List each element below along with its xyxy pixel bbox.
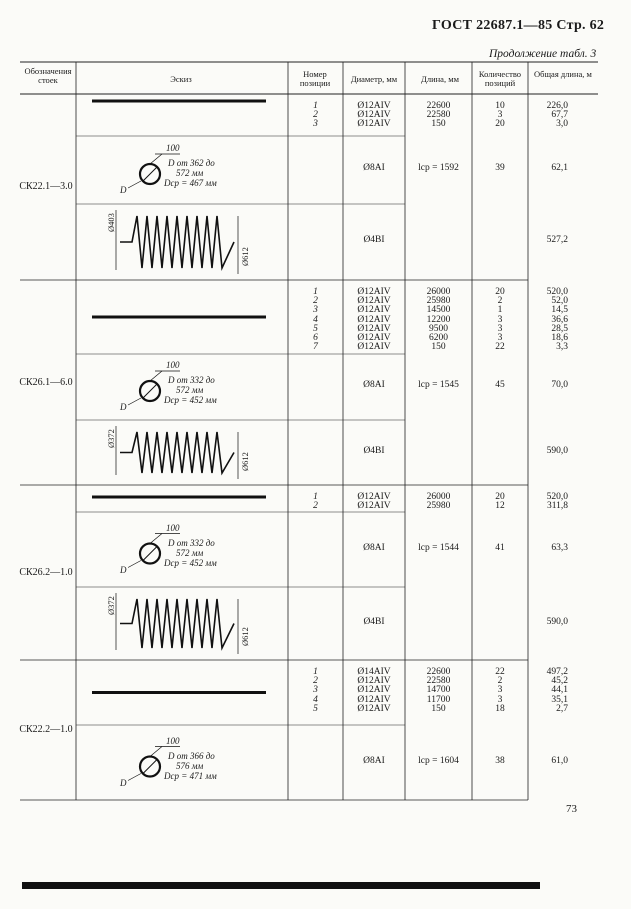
spiral-left-diameter-label: Ø372 — [106, 429, 116, 448]
quantities: 38 — [495, 755, 505, 766]
quantities: 45 — [495, 380, 505, 390]
total-lengths: 590,0 — [546, 445, 568, 456]
total-lengths: 520,0 52,0 14,5 36,6 28,5 18,6 3,3 — [546, 287, 568, 353]
total-lengths: 520,0 311,8 — [546, 492, 568, 512]
hoop-leader-line — [128, 561, 141, 568]
total-lengths: 63,3 — [551, 542, 568, 553]
spiral-sketch-1 — [116, 426, 238, 479]
scan-edge-bar — [22, 882, 540, 889]
spiral-left-diameter-label: Ø372 — [106, 596, 116, 615]
diameters: Ø8AI — [363, 380, 385, 390]
hoop-range-label: D от 332 до — [168, 375, 215, 385]
hoop-range-label: D от 362 до — [168, 158, 215, 168]
column-header-designation: Обозначения стоек — [24, 66, 72, 85]
column-header-position: Номер позиции — [299, 69, 331, 88]
hoop-overlap-line — [150, 747, 162, 757]
hoop-diameter-line — [143, 167, 157, 181]
quantities: 39 — [495, 163, 505, 173]
total-lengths: 527,2 — [546, 235, 568, 245]
hoop-leader-line — [128, 181, 141, 188]
hoop-overlap-line — [150, 371, 162, 381]
group-designation: СК22.2—1.0 — [19, 724, 73, 735]
spiral-left-diameter-label: Ø403 — [106, 213, 116, 232]
spiral-wire — [120, 216, 234, 268]
hoop-mean-diameter-label: Dср = 452 мм — [164, 395, 217, 405]
hoop-mean-diameter-label: Dср = 467 мм — [164, 178, 217, 188]
lengths: 22600 22580 14700 11700 150 — [426, 667, 451, 714]
page-header-title: ГОСТ 22687.1—85 Стр. 62 — [432, 18, 605, 33]
lengths: 26000 25980 — [426, 492, 451, 512]
hoop-mean-diameter-label: Dср = 452 мм — [164, 557, 217, 568]
quantities: 10 3 20 — [495, 101, 505, 130]
hoop-overlap-label: 100 — [166, 522, 180, 533]
column-header-diameter: Диаметр, мм — [350, 74, 398, 84]
position-numbers: 1 2 3 4 5 — [313, 667, 318, 714]
total-lengths: 226,0 67,7 3,0 — [546, 101, 568, 130]
column-header-length: Длина, мм — [421, 74, 459, 84]
lengths: 22600 22580 150 — [426, 101, 451, 130]
position-numbers: 1 2 3 — [313, 101, 318, 130]
group-designation: СК22.1—3.0 — [19, 181, 73, 192]
hoop-diameter-symbol: D — [120, 564, 127, 575]
diameters: Ø8AI — [363, 755, 385, 766]
hoop-leader-line — [128, 774, 141, 781]
spiral-right-diameter-label: Ø612 — [240, 627, 250, 646]
spiral-wire — [120, 599, 234, 648]
diameters: Ø8AI — [363, 163, 385, 173]
hoop-diameter-line — [143, 547, 157, 561]
hoop-diameter-symbol: D — [120, 777, 127, 788]
position-numbers: 1 2 3 4 5 6 7 — [313, 287, 318, 353]
hoop-range-label: D от 332 до — [168, 537, 215, 548]
diameters: Ø4BI — [363, 235, 385, 245]
diameters: Ø14AIV Ø12AIV Ø12AIV Ø12AIV Ø12AIV — [357, 667, 391, 714]
hoop-diameter-line — [143, 760, 157, 774]
diameters: Ø4BI — [363, 616, 385, 627]
hoop-diameter-symbol: D — [120, 402, 127, 412]
diameters: Ø12AIV Ø12AIV — [357, 492, 391, 512]
hoop-range-label-2: 576 мм — [176, 760, 204, 771]
lengths: lср = 1604 — [418, 755, 459, 766]
hoop-range-label: D от 366 до — [168, 750, 215, 761]
total-lengths: 61,0 — [551, 755, 568, 766]
total-lengths: 70,0 — [551, 380, 568, 390]
spiral-sketch-2 — [116, 593, 238, 654]
diameters: Ø4BI — [363, 445, 385, 456]
lengths: 26000 25980 14500 12200 9500 6200 150 — [426, 287, 451, 353]
hoop-range-label-2: 572 мм — [176, 547, 204, 558]
quantities: 20 2 1 3 3 3 22 — [495, 287, 505, 353]
diameters: Ø12AIV Ø12AIV Ø12AIV Ø12AIV Ø12AIV Ø12AIV Ø12AIV — [357, 287, 391, 353]
spiral-right-diameter-label: Ø612 — [240, 247, 250, 266]
hoop-overlap-line — [150, 534, 162, 544]
total-lengths: 62,1 — [551, 163, 568, 173]
diameters: Ø12AIV Ø12AIV Ø12AIV — [357, 101, 391, 130]
hoop-diameter-line — [143, 384, 157, 398]
table-continuation-note: Продолжение табл. 3 — [489, 48, 597, 60]
hoop-overlap-label: 100 — [166, 735, 180, 746]
hoop-diameter-symbol: D — [120, 185, 127, 195]
hoop-overlap-label: 100 — [166, 360, 180, 370]
quantities: 22 2 3 3 18 — [495, 667, 505, 714]
column-header-quantity: Количество позиций — [478, 69, 522, 88]
group-designation: СК26.1—6.0 — [19, 376, 73, 388]
column-header-sketch: Эскиз — [170, 74, 192, 84]
spiral-sketch-0 — [116, 210, 238, 274]
hoop-range-label-2: 572 мм — [176, 168, 204, 178]
hoop-overlap-line — [150, 154, 162, 164]
column-header-total-length: Общая длина, м — [534, 69, 592, 79]
hoop-range-label-2: 572 мм — [176, 385, 204, 395]
quantities: 41 — [495, 542, 505, 553]
hoop-overlap-label: 100 — [166, 143, 180, 153]
lengths: lср = 1545 — [418, 380, 459, 390]
position-numbers: 1 2 — [313, 492, 318, 512]
total-lengths: 590,0 — [546, 616, 568, 627]
group-designation: СК26.2—1.0 — [19, 566, 73, 578]
diameters: Ø8AI — [363, 542, 385, 553]
hoop-leader-line — [128, 398, 141, 405]
spiral-wire — [120, 432, 234, 473]
lengths: lср = 1592 — [418, 163, 459, 173]
hoop-mean-diameter-label: Dср = 471 мм — [164, 770, 217, 781]
page-number: 73 — [566, 803, 577, 815]
lengths: lср = 1544 — [418, 542, 459, 553]
total-lengths: 497,2 45,2 44,1 35,1 2,7 — [546, 667, 568, 714]
spiral-right-diameter-label: Ø612 — [240, 452, 250, 471]
quantities: 20 12 — [495, 492, 505, 512]
